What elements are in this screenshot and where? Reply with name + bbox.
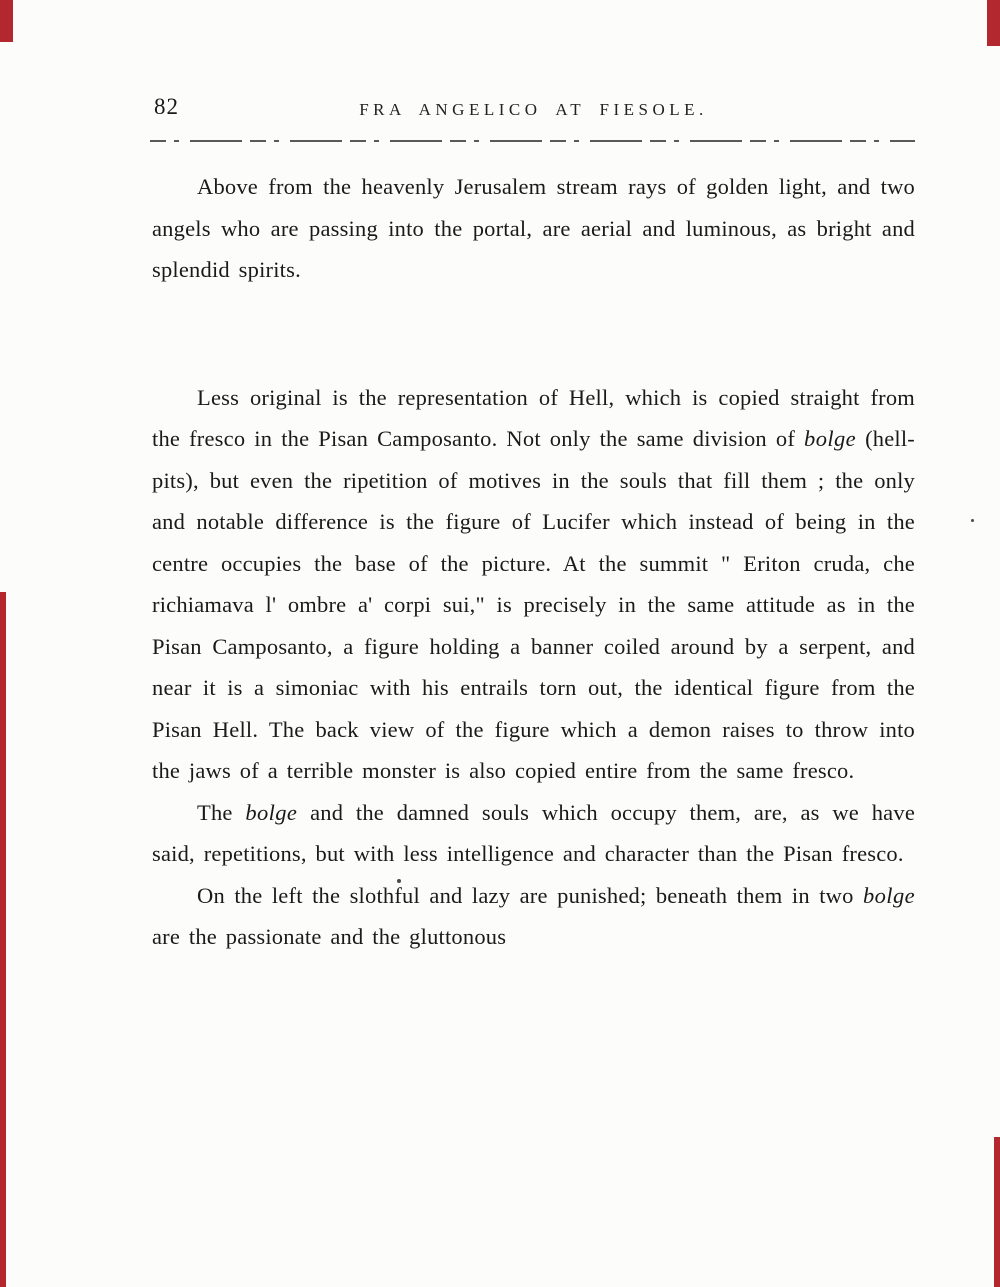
paragraph: On the left the slothful and lazy are punished; beneath them in two bolge are the passionate and the gluttonous <box>152 882 915 949</box>
scan-artifact-left-edge <box>0 592 6 1287</box>
scan-artifact-bottom-right <box>994 1137 1000 1287</box>
running-header-title: FRA ANGELICO AT FIESOLE. <box>359 100 708 119</box>
paragraph: Above from the heavenly Jerusalem stream rays of golden light, and two angels who are passing into the portal, are aerial and luminous, as bright and splendid spirits. <box>152 174 915 282</box>
scan-artifact-top-left <box>0 0 13 42</box>
paragraph: Less original is the representation of Hell, which is copied straight from the fresco in the Pisan Camposanto. Not only the same division of bolge (hell-pits), but even the ripetition of motives in the souls that fill them ; the only and notable difference is the figure of Lucifer which instead of being in the centre occupies the base of the picture. At the summit " Eriton cruda, che richiamava l' ombre a' corpi sui," is precisely in the same attitude as in the Pisan Camposanto, a figure holding a banner coiled around by a serpent, and near it is a simoniac with his entrails torn out, the identical figure from the Pisan Hell. The back view of the figure which a demon raises to throw into the jaws of a terrible monster is also copied entire from the same fresco. <box>152 384 915 783</box>
page-body <box>152 166 915 958</box>
page-number: 82 <box>154 94 179 119</box>
paragraph: The bolge and the damned souls which occupy them, are, as we have said, repetitions, but with less intelligence and character than the Pisan fresco. <box>152 799 916 866</box>
running-head <box>152 94 915 124</box>
ink-speck <box>971 519 974 522</box>
scan-artifact-top-right <box>987 0 1000 46</box>
header-rule <box>150 140 915 142</box>
